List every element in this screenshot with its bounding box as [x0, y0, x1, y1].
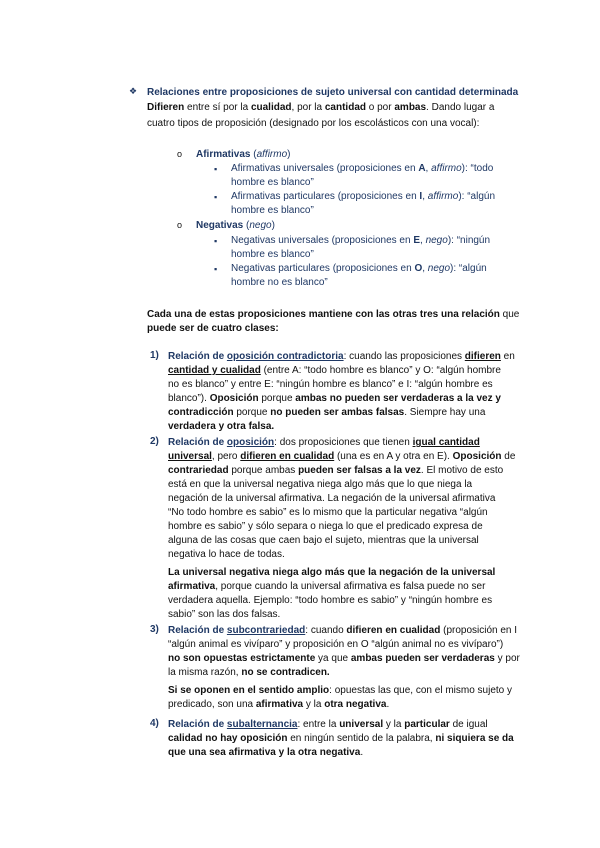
- r1-line-5: contradicción porque no pueden ser ambas falsas. Siempre hay una: [168, 407, 486, 418]
- r1-line-2: cantidad y cualidad (entre A: “todo hombre es blanco” y O: “algún hombre: [168, 365, 501, 376]
- aff-universal-line-1: Afirmativas universales (proposiciones en A, affirmo): “todo: [231, 163, 494, 174]
- square-bullet-icon: ▪: [214, 264, 218, 274]
- item-number: 2): [150, 436, 159, 447]
- neg-heading: Negativas (nego): [196, 220, 275, 231]
- neg-universal-line-1: Negativas universales (proposiciones en E, nego): “ningún: [231, 235, 491, 246]
- r2-line-9: negativa lo hace de todas.: [168, 549, 285, 560]
- r2-line-12: verdadera aquella. Ejemplo: “todo hombre es sabio” y “ningún hombre es: [168, 595, 493, 606]
- r3-line-4: la misma razón, no se contradicen.: [168, 667, 330, 678]
- r2-line-10: La universal negativa niega algo más que la negación de la universal: [168, 567, 496, 578]
- section-title: Relaciones entre proposiciones de sujeto universal con cantidad determinada: [147, 87, 519, 98]
- intro-line-1: Difieren entre sí por la cualidad, por la cantidad o por ambas. Dando lugar a: [147, 102, 495, 113]
- r2-line-7: hombre es sabio” y sólo separa o niega lo que el predicado expresa de: [168, 521, 483, 532]
- r2-line-6: “No todo hombre es sabio” es lo mismo que la particular negativa “algún: [168, 507, 488, 518]
- square-bullet-icon: ▪: [214, 164, 218, 174]
- aff-particular-line-1: Afirmativas particulares (proposiciones en I, affirmo): “algún: [231, 191, 496, 202]
- neg-particular-line-2: hombre no es blanco”: [231, 277, 328, 288]
- item-number: 4): [150, 718, 159, 729]
- neg-universal-line-2: hombre es blanco”: [231, 249, 314, 260]
- r3-line-5: Si se oponen en el sentido amplio: opuestas las que, con el mismo sujeto y: [168, 685, 513, 696]
- circle-bullet-icon: o: [177, 149, 183, 159]
- r4-line-2: calidad no hay oposición en ningún sentido de la palabra, ni siquiera se da: [168, 733, 514, 744]
- square-bullet-icon: ▪: [214, 192, 218, 202]
- r2-line-5: negación de la universal afirmativa. La negación de la universal afirmativa: [168, 493, 496, 504]
- summary-line-1: Cada una de estas proposiciones mantiene con las otras tres una relación que: [147, 309, 520, 320]
- aff-particular-line-2: hombre es blanco”: [231, 205, 314, 216]
- r2-line-1: Relación de oposición: dos proposiciones que tienen igual cantidad: [168, 437, 480, 448]
- r3-line-3: no son opuestas estrictamente ya que ambas pueden ser verdaderas y por: [168, 653, 520, 664]
- item-number: 3): [150, 624, 159, 635]
- r1-line-6: verdadera y otra falsa.: [168, 421, 275, 432]
- r4-line-3: que una sea afirmativa y la otra negativa.: [168, 747, 364, 758]
- r2-line-2: universal, pero difieren en cualidad (una es en A y otra en E). Oposición de: [168, 451, 516, 462]
- r3-line-2: “algún animal es vivíparo” y proposición en O “algún animal no es vivíparo”): [168, 639, 504, 650]
- r2-line-8: alguna de las cosas que caen bajo el sujeto, mientras que la universal: [168, 535, 479, 546]
- diamond-bullet-icon: ❖: [129, 86, 138, 96]
- r3-line-6: predicado, son una afirmativa y la otra negativa.: [168, 699, 390, 710]
- r1-line-1: Relación de oposición contradictoria: cuando las proposiciones difieren en: [168, 351, 515, 362]
- r1-line-4: blanco”). Oposición porque ambas no pueden ser verdaderas a la vez y: [168, 393, 501, 404]
- intro-line-2: cuatro tipos de proposición (designado por los escolásticos con una vocal):: [147, 118, 480, 129]
- item-number: 1): [150, 350, 159, 361]
- r2-line-4: está en que la universal negativa niega algo más que lo que niega la: [168, 479, 473, 490]
- r2-line-3: contrariedad porque ambas pueden ser falsas a la vez. El motivo de esto: [168, 465, 504, 476]
- r4-line-1: Relación de subalternancia: entre la universal y la particular de igual: [168, 719, 488, 730]
- r2-line-13: sabio” son las dos falsas.: [168, 609, 281, 620]
- aff-universal-line-2: hombre es blanco”: [231, 177, 314, 188]
- circle-bullet-icon: o: [177, 220, 183, 230]
- r2-line-11: afirmativa, porque cuando la universal afirmativa es falsa puede no ser: [168, 581, 486, 592]
- neg-particular-line-1: Negativas particulares (proposiciones en O, nego): “algún: [231, 263, 487, 274]
- affirm-heading: Afirmativas (affirmo): [196, 149, 291, 160]
- r1-line-3: no es blanco” y entre E: “ningún hombre es blanco” e I: “algún hombre es: [168, 379, 493, 390]
- r3-line-1: Relación de subcontrariedad: cuando difieren en cualidad (proposición en I: [168, 625, 518, 636]
- square-bullet-icon: ▪: [214, 236, 218, 246]
- summary-line-2: puede ser de cuatro clases:: [147, 323, 279, 334]
